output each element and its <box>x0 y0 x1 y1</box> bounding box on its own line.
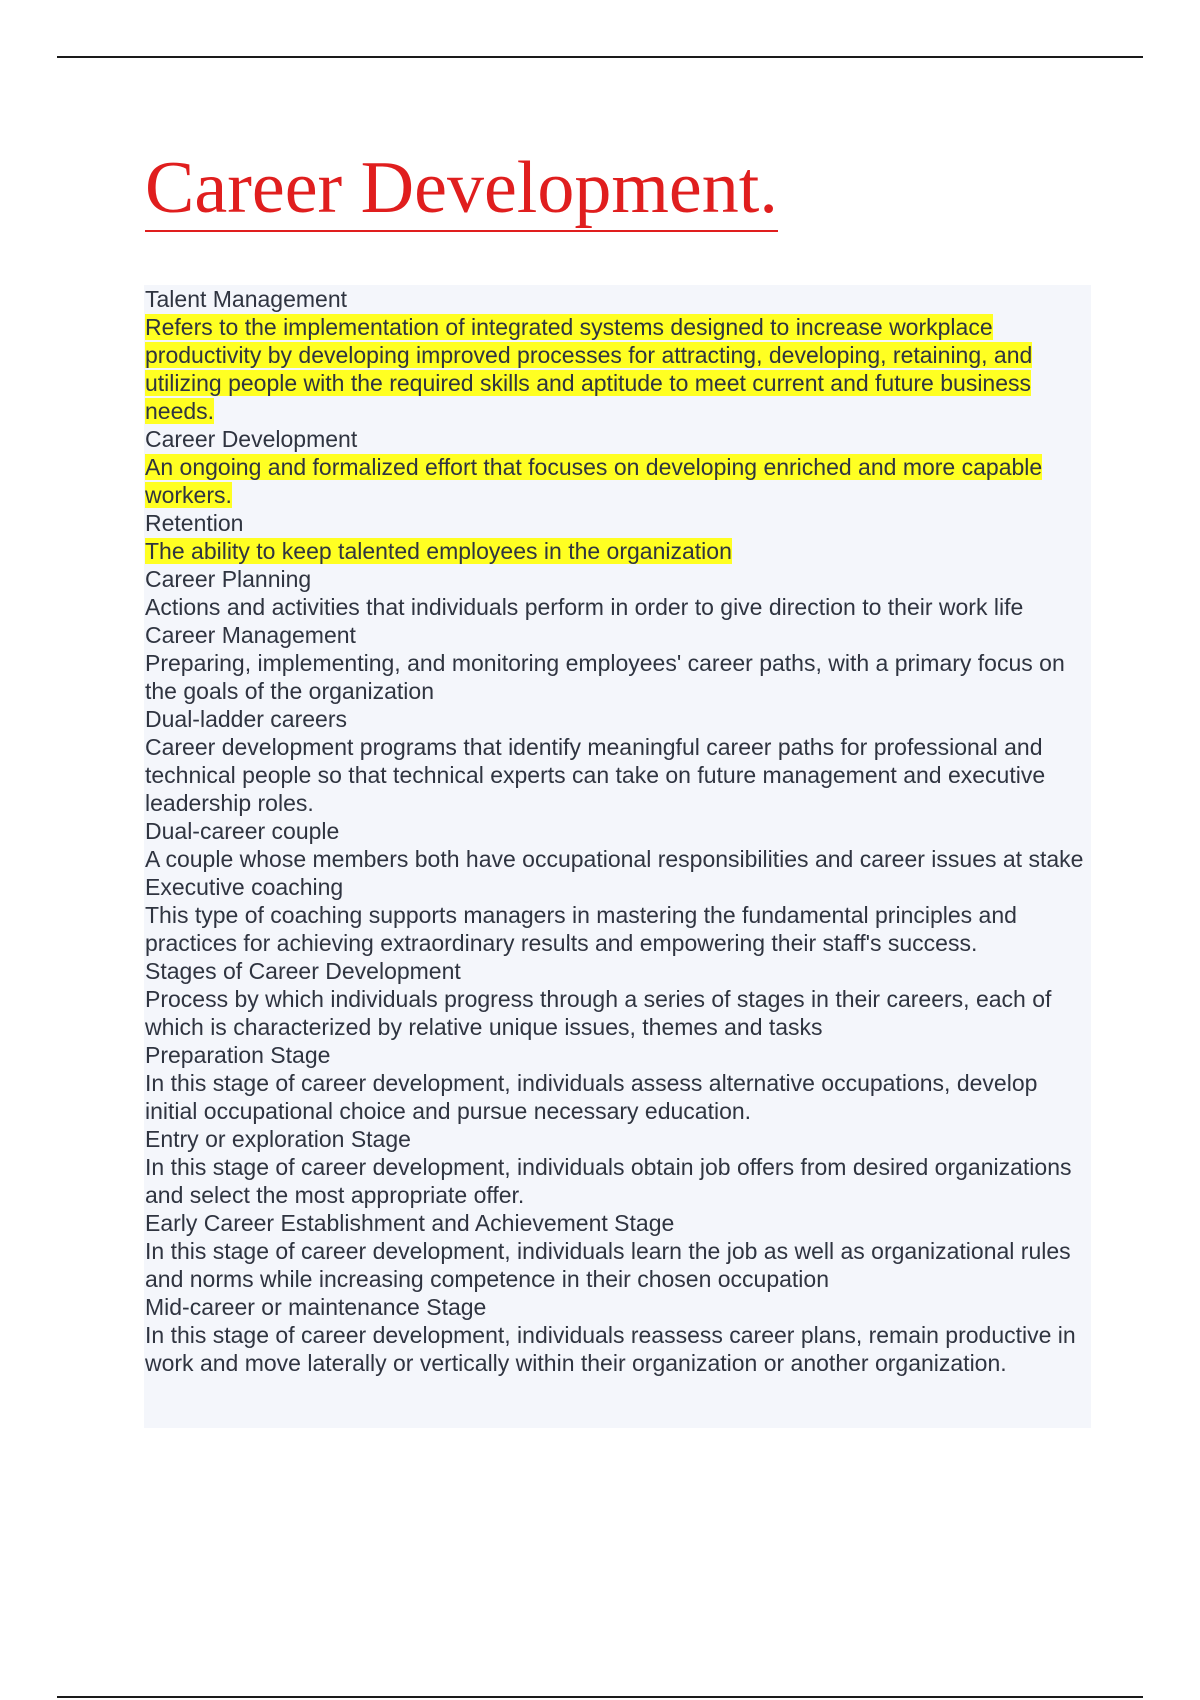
list-item <box>145 817 1091 873</box>
definition: In this stage of career development, individuals obtain job offers from desired organizations and select the most appropriate offer. <box>145 1154 1072 1208</box>
definition: Actions and activities that individuals perform in order to give direction to their work life <box>145 594 1024 620</box>
definition: Career development programs that identify meaningful career paths for professional and technical people so that technical experts can take on future management and executive leadership roles. <box>145 734 1046 816</box>
definition: A couple whose members both have occupational responsibilities and career issues at stake <box>145 846 1084 872</box>
list-item <box>145 705 1091 817</box>
list-item <box>145 1293 1091 1377</box>
definition: Preparing, implementing, and monitoring employees' career paths, with a primary focus on the goals of the organization <box>145 650 1065 704</box>
list-item <box>145 1125 1091 1209</box>
definition: Refers to the implementation of integrated systems designed to increase workplace productivity by developing improved processes for attracting, developing, retaining, and utilizing people with the required skills and aptitude to meet current and future business needs. <box>145 314 1033 424</box>
term: Dual-ladder careers <box>145 706 347 732</box>
term: Retention <box>145 510 244 536</box>
term: Stages of Career Development <box>145 958 461 984</box>
list-item <box>145 1209 1091 1293</box>
list-item <box>145 425 1091 509</box>
term: Mid-career or maintenance Stage <box>145 1294 487 1320</box>
top-rule <box>57 56 1143 58</box>
term: Talent Management <box>145 286 348 312</box>
term: Career Management <box>145 622 356 648</box>
list-item <box>145 621 1091 705</box>
definition: In this stage of career development, individuals learn the job as well as organizational rules and norms while increasing competence in their chosen occupation <box>145 1238 1071 1292</box>
term: Career Development <box>145 426 358 452</box>
definition: An ongoing and formalized effort that focuses on developing enriched and more capable workers. <box>145 454 1043 508</box>
list-item <box>145 957 1091 1041</box>
definition: This type of coaching supports managers in mastering the fundamental principles and practices for achieving extraordinary results and empowering their staff's success. <box>145 902 1017 956</box>
list-item <box>145 509 1091 565</box>
term: Executive coaching <box>145 874 344 900</box>
definition: Process by which individuals progress through a series of stages in their careers, each of which is characterized by relative unique issues, themes and tasks <box>145 986 1052 1040</box>
bottom-rule <box>57 1696 1143 1698</box>
term: Dual-career couple <box>145 818 340 844</box>
definition: The ability to keep talented employees in the organization <box>145 538 732 564</box>
definition: In this stage of career development, individuals assess alternative occupations, develop initial occupational choice and pursue necessary education. <box>145 1070 1038 1124</box>
list-item <box>145 565 1091 621</box>
list-item <box>145 285 1091 425</box>
term: Career Planning <box>145 566 312 592</box>
list-item <box>145 1041 1091 1125</box>
flashcard-list <box>144 285 1091 1428</box>
term: Preparation Stage <box>145 1042 331 1068</box>
term: Entry or exploration Stage <box>145 1126 411 1152</box>
definition: In this stage of career development, individuals reassess career plans, remain productive in work and move laterally or vertically within their organization or another organization. <box>145 1322 1076 1376</box>
term: Early Career Establishment and Achievement Stage <box>145 1210 675 1236</box>
list-item <box>145 873 1091 957</box>
page-title: Career Development. <box>145 146 778 232</box>
